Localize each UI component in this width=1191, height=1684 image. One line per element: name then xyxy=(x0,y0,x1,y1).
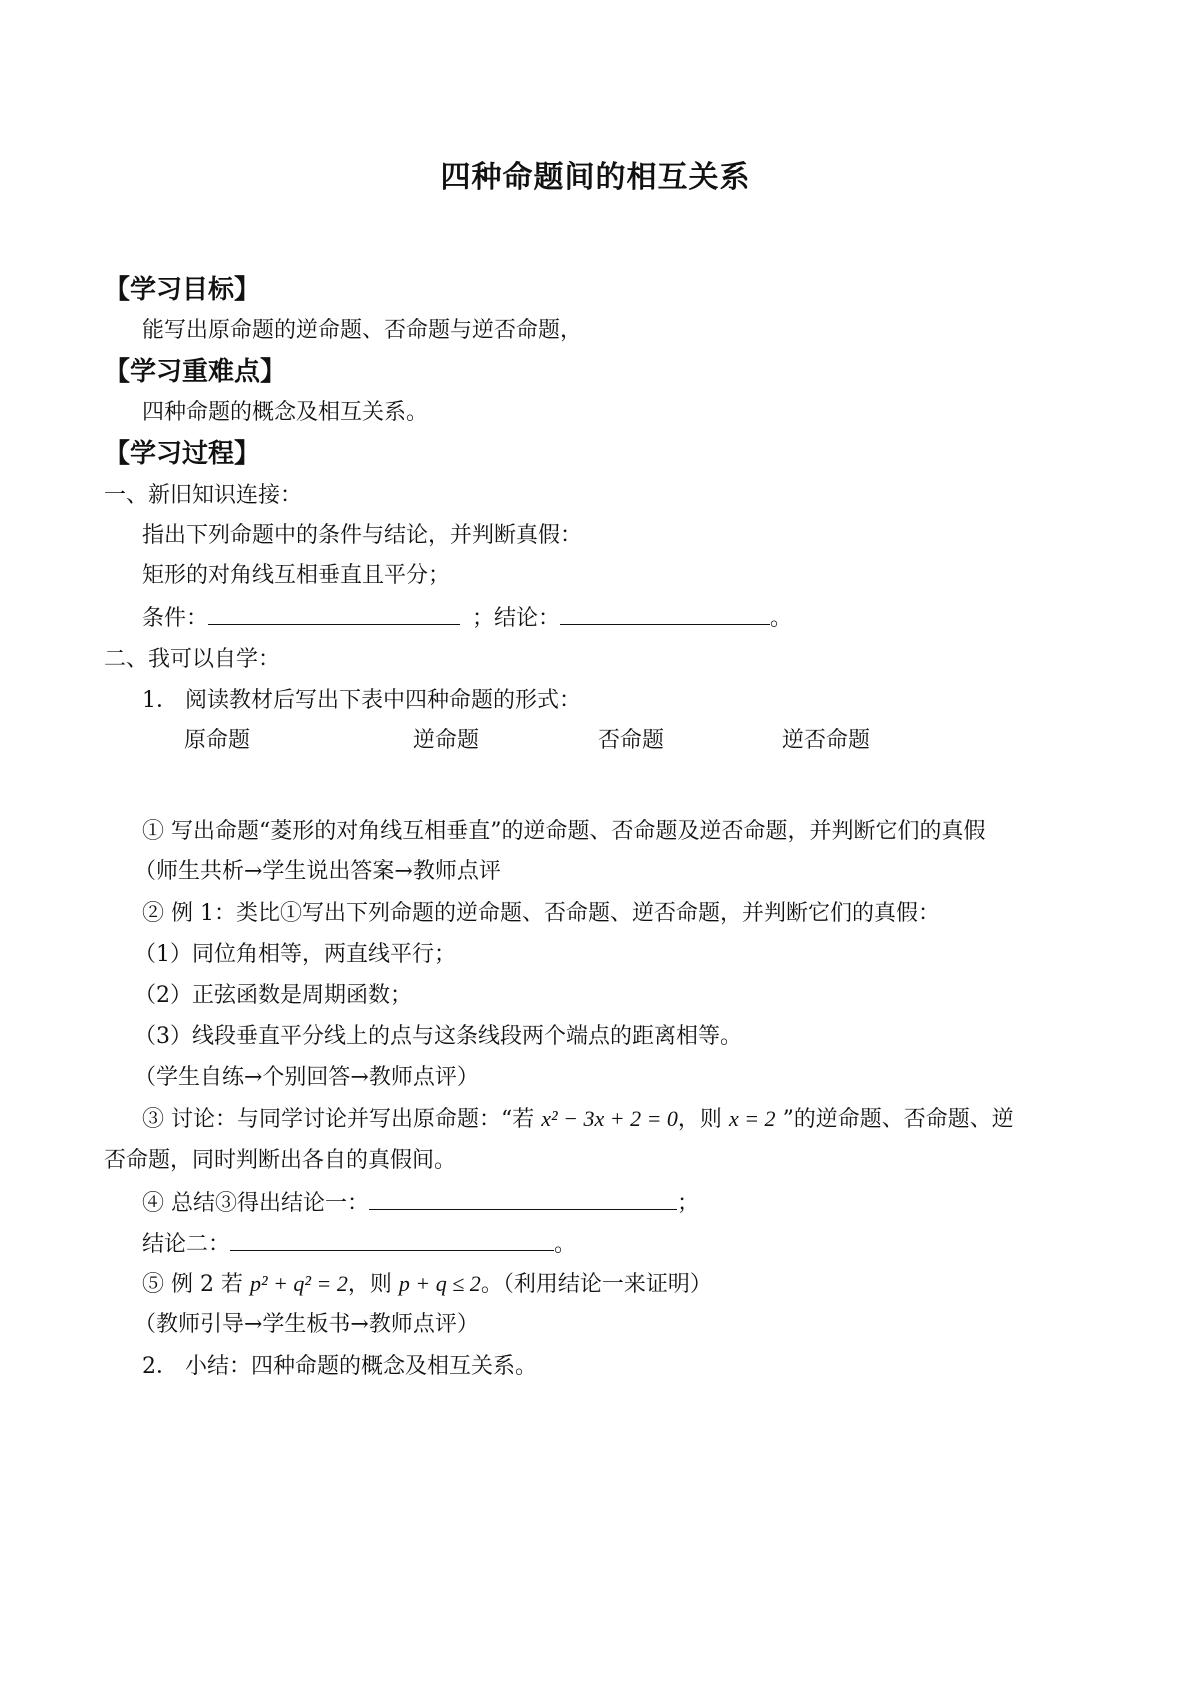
step5-condition: p² + q² = 2 xyxy=(249,1271,348,1296)
step3-equation: x² − 3x + 2 = 0 xyxy=(541,1106,678,1131)
condition-conclusion-row xyxy=(142,602,792,634)
step2-note: （学生自练→个别回答→教师点评） xyxy=(134,1065,479,1090)
objectives-heading: 【学习目标】 xyxy=(104,275,261,305)
part2-heading: 二、我可以自学： xyxy=(104,647,281,672)
step5-row xyxy=(142,1269,712,1300)
key-points-text: 四种命题的概念及相互关系。 xyxy=(142,400,429,425)
step3-suffix: ”的逆命题、否命题、逆 xyxy=(782,1107,1014,1132)
part1-heading: 一、新旧知识连接： xyxy=(104,483,303,508)
conclusion-label: ；结论： xyxy=(472,606,561,631)
example2: （2）正弦函数是周期函数； xyxy=(134,983,412,1008)
item2-summary: 2． 小结：四种命题的概念及相互关系。 xyxy=(142,1354,537,1379)
step5-suffix: 。（利用结论一来证明） xyxy=(480,1272,712,1297)
objectives-text: 能写出原命题的逆命题、否命题与逆否命题， xyxy=(142,318,583,343)
conclusion-blank[interactable] xyxy=(560,602,770,625)
step3-line2: 否命题，同时判断出各自的真假间。 xyxy=(104,1148,457,1173)
step3-mid: ，则 xyxy=(677,1107,722,1132)
step3-line1 xyxy=(142,1104,1014,1135)
conclusion2-end: 。 xyxy=(554,1232,577,1257)
part1-instruction: 指出下列命题中的条件与结论，并判断真假： xyxy=(142,523,583,548)
step1-note: （师生共析→学生说出答案→教师点评 xyxy=(134,859,501,884)
step2-text: ② 例 1：类比①写出下列命题的逆命题、否命题、逆否命题，并判断它们的真假： xyxy=(142,901,940,926)
part1-proposition: 矩形的对角线互相垂直且平分； xyxy=(142,563,451,588)
table-header-converse: 逆命题 xyxy=(413,728,480,753)
step4-end: ； xyxy=(677,1191,700,1216)
conclusion1-blank[interactable] xyxy=(369,1187,677,1210)
condition-label: 条件： xyxy=(142,606,209,631)
process-heading: 【学习过程】 xyxy=(104,439,261,469)
example3: （3）线段垂直平分线上的点与这条线段两个端点的距离相等。 xyxy=(134,1024,742,1049)
step3-result: x = 2 xyxy=(728,1106,776,1131)
step5-prefix: ⑤ 例 2 若 xyxy=(142,1272,243,1297)
step4-label: ④ 总结③得出结论一： xyxy=(142,1191,369,1216)
step4-row xyxy=(142,1187,699,1219)
example1: （1）同位角相等，两直线平行； xyxy=(134,942,456,967)
condition-blank[interactable] xyxy=(208,602,460,625)
conclusion2-blank[interactable] xyxy=(230,1228,554,1251)
conclusion2-label: 结论二： xyxy=(142,1232,231,1257)
step3-prefix: ③ 讨论：与同学讨论并写出原命题：“若 xyxy=(142,1107,535,1132)
step5-note: （教师引导→学生板书→教师点评） xyxy=(134,1312,479,1337)
item1-text: 1． 阅读教材后写出下表中四种命题的形式： xyxy=(142,688,581,713)
step5-claim: p + q ≤ 2 xyxy=(398,1271,481,1296)
page-title: 四种命题间的相互关系 xyxy=(440,160,751,195)
step5-mid: ，则 xyxy=(347,1272,392,1297)
key-points-heading: 【学习重难点】 xyxy=(104,357,287,387)
table-header-inverse: 否命题 xyxy=(598,728,665,753)
conclusion2-row xyxy=(142,1228,576,1260)
step1-text: ① 写出命题“菱形的对角线互相垂直”的逆命题、否命题及逆否命题，并判断它们的真假 xyxy=(142,819,986,844)
table-header-contrapositive: 逆否命题 xyxy=(782,728,871,753)
end-mark: 。 xyxy=(770,606,793,631)
table-header-original: 原命题 xyxy=(184,728,251,753)
